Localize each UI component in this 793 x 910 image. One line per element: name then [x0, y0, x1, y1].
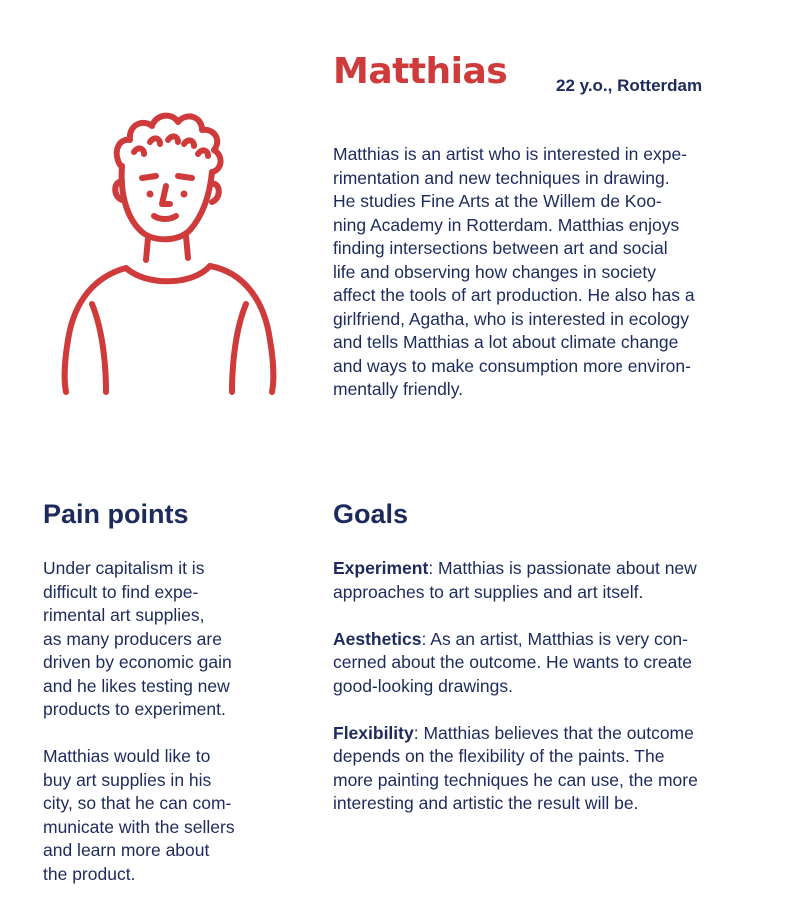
- text-line: and he likes testing new: [43, 675, 230, 696]
- goal-item: [333, 557, 773, 604]
- goal-key: Aesthetics: [333, 628, 422, 649]
- text-line: [333, 628, 773, 652]
- pain-point-paragraph: [43, 745, 293, 886]
- text-line: good-looking drawings.: [333, 675, 513, 696]
- persona-name: Matthias: [333, 51, 508, 92]
- text-line: buy art supplies in his: [43, 769, 212, 790]
- text-line: Under capitalism it is: [43, 558, 205, 578]
- goal-text: : Matthias is passionate about new: [428, 558, 697, 578]
- text-line: city, so that he can com-: [43, 793, 232, 813]
- text-line: [333, 722, 773, 746]
- text-line: depends on the flexibility of the paints. The: [333, 746, 665, 766]
- bio-line: rimentation and new techniques in drawing.: [333, 167, 670, 188]
- text-line: more painting techniques he can use, the more: [333, 769, 698, 790]
- bio-line: Matthias is an artist who is interested in expe-: [333, 144, 688, 164]
- text-line: products to experiment.: [43, 699, 226, 719]
- bio-line: ning Academy in Rotterdam. Matthias enjoys: [333, 214, 680, 235]
- text-line: [333, 557, 773, 581]
- goal-text: : Matthias believes that the outcome: [413, 722, 694, 743]
- person-illustration-icon: [50, 90, 280, 400]
- pain-point-paragraph: [43, 557, 293, 722]
- text-line: driven by economic gain: [43, 652, 232, 672]
- text-line: cerned about the outcome. He wants to create: [333, 652, 692, 672]
- text-line: municate with the sellers: [43, 816, 235, 837]
- bio-line: affect the tools of art production. He also has a: [333, 285, 695, 305]
- goal-key: Flexibility: [333, 722, 414, 743]
- goal-text: : As an artist, Matthias is very con-: [421, 628, 688, 649]
- text-line: difficult to find expe-: [43, 581, 199, 602]
- bio-line: mentally friendly.: [333, 379, 464, 399]
- pain-points-heading: Pain points: [43, 499, 189, 529]
- goal-item: [333, 722, 773, 816]
- bio-line: and tells Matthias a lot about climate change: [333, 332, 679, 352]
- text-line: the product.: [43, 863, 136, 884]
- persona-bio: [333, 143, 773, 402]
- text-line: Matthias would like to: [43, 746, 211, 766]
- bio-line: and ways to make consumption more environ-: [333, 355, 691, 376]
- text-line: interesting and artistic the result will be.: [333, 793, 639, 813]
- pain-points-section: [43, 557, 293, 910]
- bio-line: life and observing how changes in society: [333, 261, 656, 282]
- text-line: as many producers are: [43, 628, 222, 649]
- bio-line: He studies Fine Arts at the Willem de Koo-: [333, 191, 662, 211]
- goals-section: [333, 557, 773, 839]
- goal-item: [333, 628, 773, 699]
- text-line: approaches to art supplies and art itself.: [333, 581, 644, 602]
- bio-line: finding intersections between art and social: [333, 238, 668, 258]
- goal-key: Experiment: [333, 558, 429, 578]
- text-line: rimental art supplies,: [43, 605, 205, 625]
- bio-line: girlfriend, Agatha, who is interested in ecology: [333, 308, 690, 329]
- persona-age-location: 22 y.o., Rotterdam: [556, 76, 703, 95]
- text-line: and learn more about: [43, 840, 210, 860]
- goals-heading: Goals: [333, 499, 409, 529]
